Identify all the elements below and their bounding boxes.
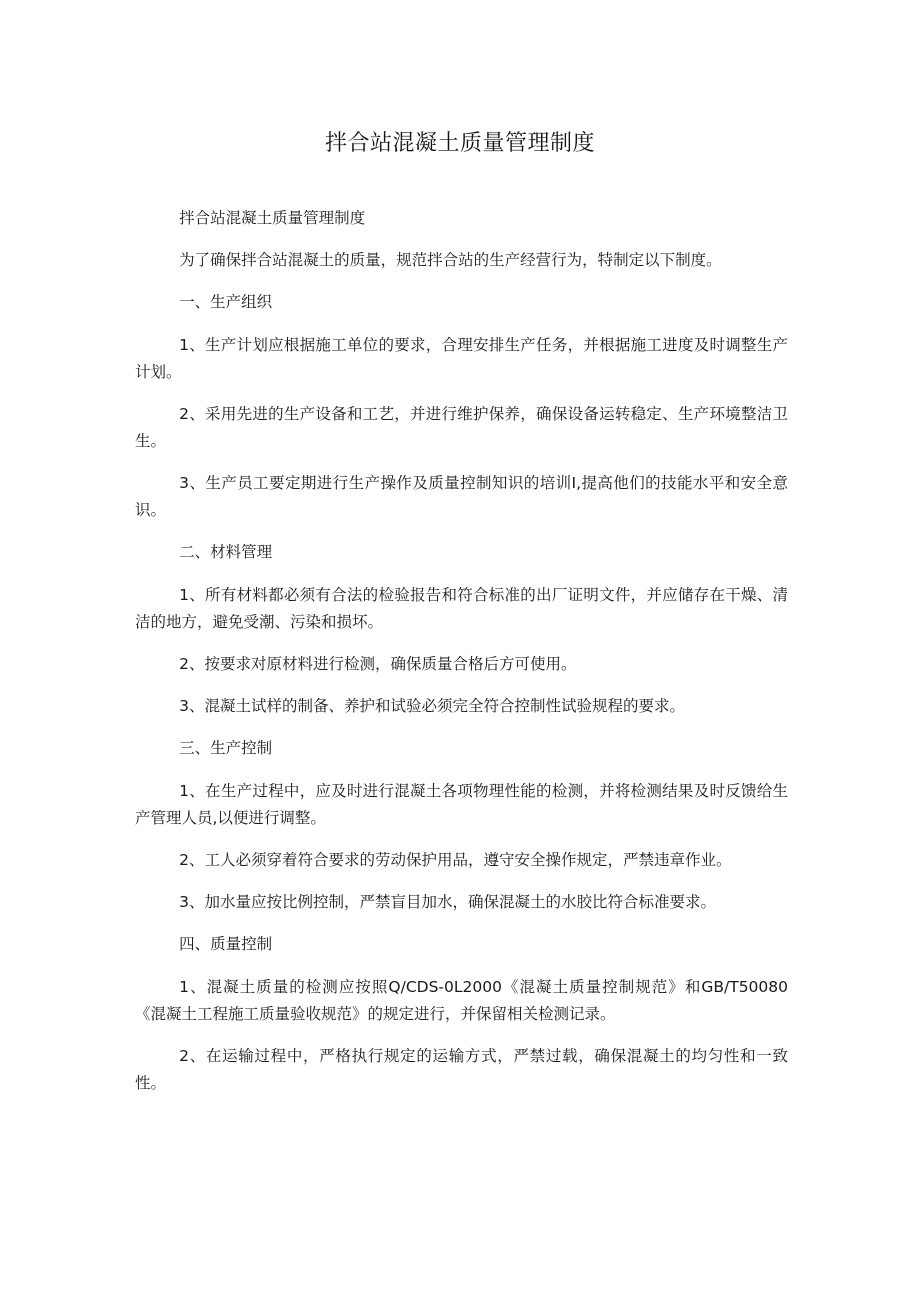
paragraph-item: 2、采用先进的生产设备和工艺，并进行维护保养，确保设备运转稳定、生产环境整洁卫生。 (135, 405, 788, 450)
paragraph-item: 3、混凝土试样的制备、养护和试验必须完全符合控制性试验规程的要求。 (179, 697, 686, 715)
paragraph-item: 3、生产员工要定期进行生产操作及质量控制知识的培训I,提高他们的技能水平和安全意识。 (135, 474, 788, 519)
paragraph-item: 1、所有材料都必须有合法的检验报告和符合标准的出厂证明文件，并应储存在干燥、清洁的地方，避免受潮、污染和损坏。 (135, 586, 788, 631)
paragraph-item: 2、按要求对原材料进行检测，确保质量合格后方可使用。 (179, 655, 577, 673)
section-heading-quality-control: 四、质量控制 (179, 935, 273, 953)
document-body (135, 205, 788, 1112)
paragraph-item: 2、工人必须穿着符合要求的劳动保护用品，遵守安全操作规定，严禁违章作业。 (179, 851, 732, 869)
paragraph-item: 1、在生产过程中，应及时进行混凝土各项物理性能的检测，并将检测结果及时反馈给生产管理人员,以便进行调整。 (135, 782, 788, 827)
paragraph-subtitle: 拌合站混凝土质量管理制度 (179, 209, 366, 227)
section-heading-production-organization: 一、生产组织 (179, 293, 273, 311)
paragraph-item: 2、在运输过程中，严格执行规定的运输方式，严禁过载，确保混凝土的均匀性和一致性。 (135, 1047, 788, 1092)
section-heading-production-control: 三、生产控制 (179, 739, 273, 757)
paragraph-intro: 为了确保拌合站混凝土的质量，规范拌合站的生产经营行为，特制定以下制度。 (179, 251, 722, 269)
paragraph-item: 3、加水量应按比例控制，严禁盲目加水，确保混凝土的水胶比符合标准要求。 (179, 893, 717, 911)
section-heading-material-management: 二、材料管理 (179, 543, 273, 561)
document-title: 拌合站混凝土质量管理制度 (324, 131, 595, 156)
paragraph-item: 1、生产计划应根据施工单位的要求，合理安排生产任务，并根据施工进度及时调整生产计划。 (135, 336, 788, 381)
paragraph-item: 1、混凝土质量的检测应按照Q/CDS-0L2000《混凝土质量控制规范》和GB/T50080《混凝土工程施工质量验收规范》的规定进行，并保留相关检测记录。 (135, 978, 788, 1023)
